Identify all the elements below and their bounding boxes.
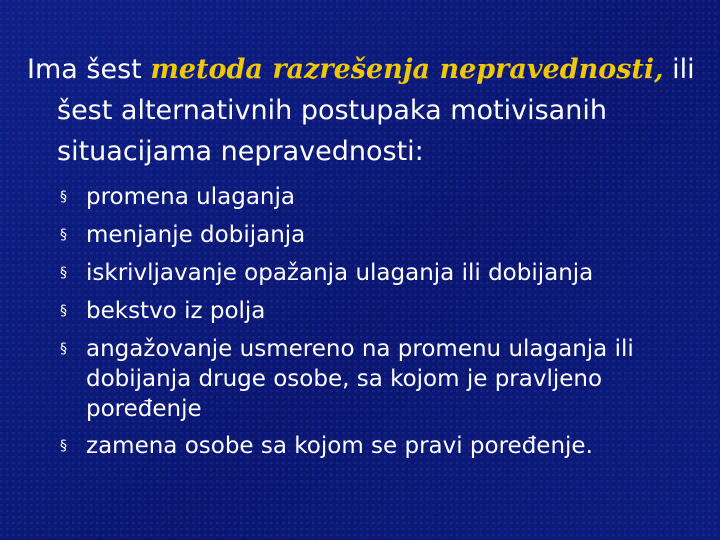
list-item [60,220,700,250]
list-item-text: angažovanje usmereno na promenu ulaganja ili dobijanja druge osobe, sa kojom je pravljeno poređenje [86,336,634,422]
list-item-text: menjanje dobijanja [86,222,306,248]
bullet-icon: § [60,438,67,454]
list-item [60,296,700,326]
intro-suffix: ili šest alternativnih postupaka motivisanih situacijama nepravednosti: [57,54,695,167]
list-item [60,182,700,212]
bullet-icon: § [60,341,67,357]
bullet-icon: § [60,265,67,281]
bullet-icon: § [60,189,67,205]
bullet-icon: § [60,303,67,319]
intro-paragraph [27,49,697,172]
intro-emphasis: metoda razrešenja nepravednosti, [150,54,664,85]
intro-prefix: Ima šest [27,54,151,85]
bullet-icon: § [60,227,67,243]
list-item [60,334,700,424]
method-list [60,182,700,469]
list-item [60,431,700,461]
list-item-text: promena ulaganja [86,184,295,210]
list-item [60,258,700,288]
list-item-text: bekstvo iz polja [86,298,266,324]
list-item-text: zamena osobe sa kojom se pravi poređenje. [86,433,593,459]
list-item-text: iskrivljavanje opažanja ulaganja ili dobijanja [86,260,594,286]
